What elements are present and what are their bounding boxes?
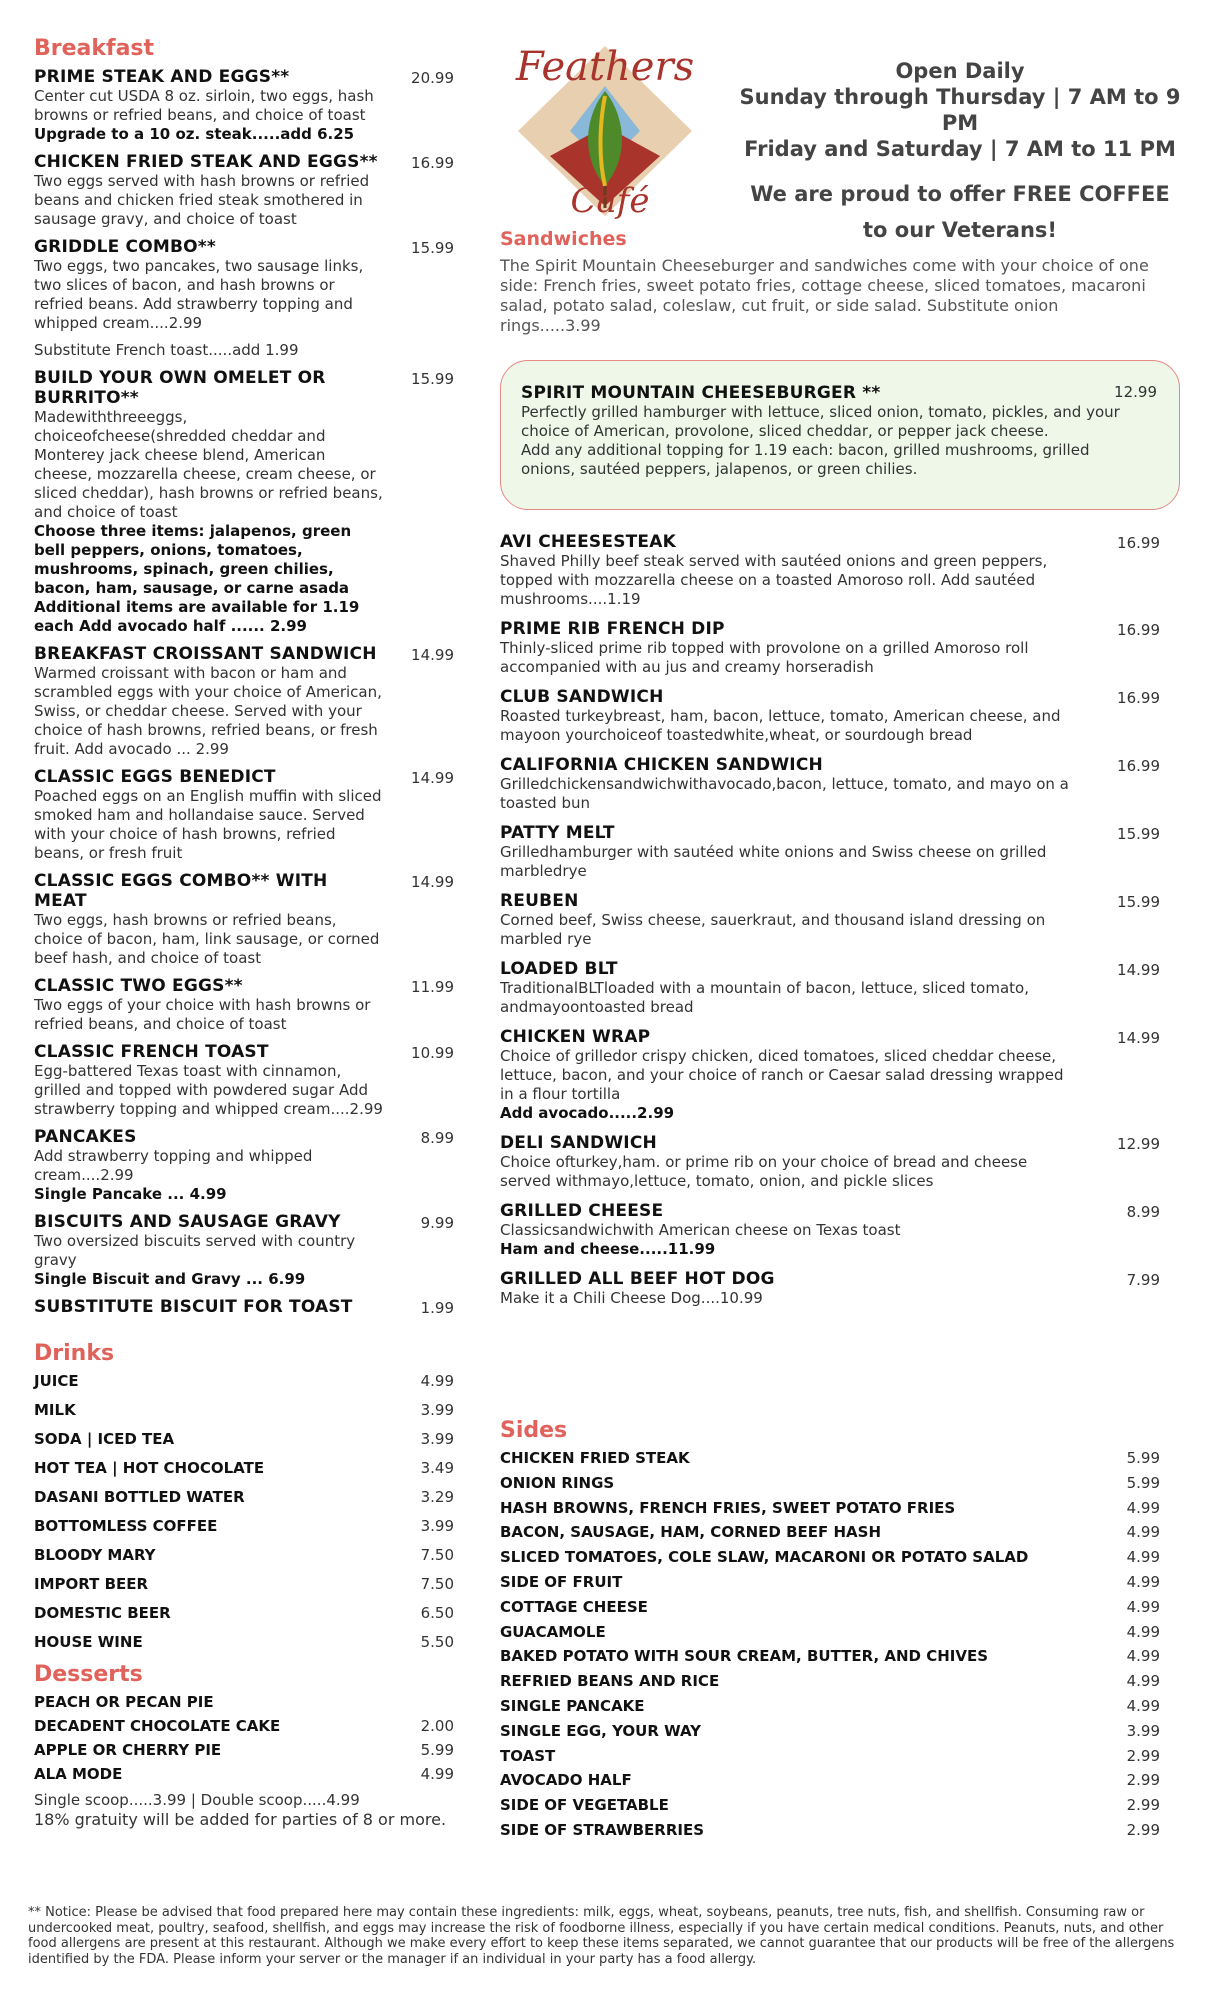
price-row-name: REFRIED BEANS AND RICE	[500, 1672, 720, 1691]
menu-item-desc: Corned beef, Swiss cheese, sauerkraut, and thousand island dressing on marbled rye	[500, 911, 1046, 948]
price-row-price: 4.99	[1126, 1696, 1160, 1715]
menu-item-name: CALIFORNIA CHICKEN SANDWICH	[500, 755, 823, 775]
menu-item-header	[500, 1133, 1160, 1191]
menu-item-price: 15.99	[1117, 825, 1160, 843]
price-row-price: 4.99	[420, 1765, 454, 1783]
sandwiches-intro-block	[500, 228, 1160, 336]
menu-item-price: 8.99	[420, 1129, 454, 1147]
menu-item-header	[500, 532, 1160, 609]
price-row	[500, 1771, 1160, 1796]
menu-item-desc: Warmed croissant with bacon or ham and scrambled eggs with your choice of American, Swiss, or cheddar cheese. Served with your choice of hash browns, refried beans, or fresh fruit. Add avocado ... 2.99	[34, 664, 382, 758]
price-row-price: 3.99	[420, 1430, 454, 1448]
feature-name: SPIRIT MOUNTAIN CHEESEBURGER **	[521, 383, 881, 403]
hours-line-sun-thu: Sunday through Thursday | 7 AM to 9 PM	[739, 85, 1181, 135]
menu-item	[34, 1212, 454, 1289]
price-row	[500, 1821, 1160, 1846]
price-row	[500, 1449, 1160, 1474]
price-row-price: 4.99	[1126, 1548, 1160, 1567]
feature-price: 12.99	[1114, 383, 1157, 401]
sides-block	[500, 1418, 1160, 1846]
menu-item-price: 16.99	[1117, 757, 1160, 775]
price-row-price: 2.00	[420, 1717, 454, 1735]
menu-item-name: LOADED BLT	[500, 959, 618, 979]
price-row-price: 5.99	[1126, 1449, 1160, 1467]
menu-item	[500, 891, 1160, 949]
price-row-name: SIDE OF STRAWBERRIES	[500, 1820, 705, 1839]
price-row-name: CHICKEN FRIED STEAK	[500, 1449, 690, 1467]
menu-item	[34, 67, 454, 144]
price-row	[34, 1372, 454, 1401]
menu-item	[500, 1027, 1160, 1123]
menu-item-desc: Choice ofturkey,ham. or prime rib on your choice of bread and cheese served withmayo,lettuce, tomato, onion, and pickle slices	[500, 1153, 1028, 1190]
price-row	[500, 1697, 1160, 1722]
menu-item-desc: Two eggs served with hash browns or refried beans and chicken fried steak smothered in sausage gravy, and choice of toast	[34, 172, 370, 228]
menu-item-name: PANCAKES	[34, 1127, 137, 1147]
allergen-notice: ** Notice: Please be advised that food prepared here may contain these ingredients: milk, eggs, wheat, soybeans, peanuts, tree nuts, fish, and shellfish. Consuming raw or undercooked meat, poultry, seafood, shellfish, and eggs may increase the risk of foodborne illness, especially if you have certain medical conditions. Peanuts, nuts, and other food allergens are present at this restaurant. Although we make every effort to keep these items separated, we cannot guarantee that our products will be free of the allergens identified by the FDA. Please inform your server or the manager if an individual in your party has a food allergy.	[28, 1905, 1175, 1967]
menu-item-header	[500, 891, 1160, 949]
menu-item-name: BISCUITS AND SAUSAGE GRAVY	[34, 1212, 341, 1232]
menu-item-price: 15.99	[411, 239, 454, 257]
menu-item-desc: Grilledhamburger with sautéed white onions and Swiss cheese on grilled marbledrye	[500, 843, 1047, 880]
menu-item-price: 7.99	[1126, 1271, 1160, 1289]
price-row-price: 5.99	[1126, 1473, 1160, 1492]
price-row	[34, 1717, 454, 1741]
menu-item-desc: Classicsandwichwith American cheese on Texas toast	[500, 1221, 901, 1239]
menu-item-name: CLASSIC FRENCH TOAST	[34, 1042, 269, 1062]
menu-item-name: CHICKEN FRIED STEAK AND EGGS**	[34, 152, 378, 172]
hours-line-fri-sat: Friday and Saturday | 7 AM to 11 PM	[744, 137, 1176, 161]
scoops-text: Single scoop.....3.99 | Double scoop.....4.99	[34, 1791, 360, 1809]
menu-item	[500, 1201, 1160, 1259]
price-row-price: 4.99	[1126, 1622, 1160, 1641]
price-row	[500, 1623, 1160, 1648]
price-row	[500, 1722, 1160, 1747]
menu-item-price: 1.99	[420, 1299, 454, 1317]
menu-item	[34, 644, 454, 759]
price-row-name: BACON, SAUSAGE, HAM, CORNED BEEF HASH	[500, 1523, 882, 1542]
menu-item-desc: Choice of grilledor crispy chicken, diced tomatoes, sliced cheddar cheese, lettuce, bacon, and your choice of ranch or Caesar salad dressing wrapped in a flour tortilla	[500, 1047, 1064, 1103]
price-row-price: 4.99	[1126, 1672, 1160, 1691]
price-row	[34, 1517, 454, 1546]
price-row	[500, 1598, 1160, 1623]
menu-item	[34, 1042, 454, 1119]
menu-item-extra: Single Biscuit and Gravy ... 6.99	[34, 1270, 306, 1288]
menu-item	[500, 1133, 1160, 1191]
menu-item-header	[500, 959, 1160, 1017]
desserts-list	[34, 1693, 454, 1789]
veterans-line-2: to our Veterans!	[862, 218, 1057, 242]
price-row-price: 3.99	[420, 1517, 454, 1535]
menu-item-name: CLUB SANDWICH	[500, 687, 664, 707]
menu-item-header	[500, 619, 1160, 677]
menu-item	[500, 823, 1160, 881]
price-row-price: 2.99	[1126, 1820, 1160, 1839]
price-row	[34, 1488, 454, 1517]
logo-word-cafe: Café	[570, 181, 650, 221]
menu-item-header	[500, 687, 1160, 745]
menu-item	[34, 368, 454, 636]
price-row-name: TOAST	[500, 1746, 556, 1765]
menu-item-price: 14.99	[411, 769, 454, 787]
menu-item-desc: Two eggs of your choice with hash browns or refried beans, and choice of toast	[34, 996, 371, 1033]
price-row-price: 3.99	[420, 1401, 454, 1419]
menu-item-desc: Center cut USDA 8 oz. sirloin, two eggs, hash browns or refried beans, and choice of toast	[34, 87, 374, 124]
sandwiches-intro: The Spirit Mountain Cheeseburger and sandwiches come with your choice of one side: French fries, sweet potato fries, cottage cheese, sliced tomatoes, macaroni salad, potato salad, coleslaw, cut fruit, or side salad. Substitute onion rings.....3.99	[500, 256, 1149, 335]
menu-item	[34, 341, 454, 360]
menu-item-price: 14.99	[1117, 1029, 1160, 1047]
price-row-price: 3.49	[420, 1459, 454, 1477]
menu-item	[34, 237, 454, 333]
sides-title: Sides	[500, 1418, 568, 1443]
price-row-price: 3.29	[420, 1488, 454, 1506]
menu-item	[34, 767, 454, 863]
menu-item-price: 14.99	[411, 873, 454, 891]
veterans-line-1: We are proud to offer FREE COFFEE	[750, 182, 1170, 206]
menu-item-desc: Poached eggs on an English muffin with sliced smoked ham and hollandaise sauce. Served with your choice of hash browns, refried beans, or fresh fruit	[34, 787, 382, 862]
price-row-price: 2.99	[1126, 1771, 1160, 1790]
menu-item-header	[34, 237, 454, 333]
menu-item-desc: Add strawberry topping and whipped cream....2.99	[34, 1147, 313, 1184]
menu-item-desc: Substitute French toast.....add 1.99	[34, 341, 299, 359]
price-row	[500, 1573, 1160, 1598]
price-row	[34, 1741, 454, 1765]
sandwiches-title: Sandwiches	[500, 228, 627, 250]
menu-item-desc: TraditionalBLTloaded with a mountain of bacon, lettuce, sliced tomato, andmayoontoasted bread	[500, 979, 1029, 1016]
feather-logo-icon	[510, 36, 700, 226]
menu-item-name: CHICKEN WRAP	[500, 1027, 651, 1047]
menu-item-name: AVI CHEESESTEAK	[500, 532, 676, 552]
menu-item-price: 10.99	[411, 1044, 454, 1062]
menu-item-name: GRILLED ALL BEEF HOT DOG	[500, 1269, 775, 1289]
menu-item-name: PRIME STEAK AND EGGS**	[34, 67, 290, 87]
menu-item-price: 9.99	[420, 1214, 454, 1232]
price-row-name: SIDE OF VEGETABLE	[500, 1796, 669, 1815]
menu-item-header	[34, 1297, 454, 1317]
menu-item-extra: Upgrade to a 10 oz. steak.....add 6.25	[34, 125, 355, 143]
drinks-title: Drinks	[34, 1341, 115, 1366]
price-row-price: 3.99	[1126, 1721, 1160, 1740]
hours-line-open: Open Daily	[895, 59, 1025, 83]
price-row-name: ALA MODE	[34, 1765, 123, 1783]
price-row-price: 2.99	[1126, 1746, 1160, 1765]
price-row-name: DASANI BOTTLED WATER	[34, 1488, 245, 1506]
menu-item-header	[34, 152, 454, 229]
menu-item-price: 11.99	[411, 978, 454, 996]
menu-item-header	[34, 1042, 454, 1119]
price-row-name: DOMESTIC BEER	[34, 1604, 171, 1622]
price-row-name: PEACH OR PECAN PIE	[34, 1693, 214, 1711]
price-row-price: 4.99	[1126, 1498, 1160, 1517]
menu-item-name: CLASSIC TWO EGGS**	[34, 976, 243, 996]
menu-item-extra: Choose three items: jalapenos, green bell peppers, onions, tomatoes, mushrooms, spinach, green chilies, bacon, ham, sausage, or carne asada Additional items are available for 1.19 each Add avocado half ...... 2.99	[34, 522, 360, 635]
menu-item-name: PATTY MELT	[500, 823, 615, 843]
hours-block	[730, 58, 1190, 248]
menu-item	[34, 152, 454, 229]
price-row-name: MILK	[34, 1401, 76, 1419]
price-row-name: IMPORT BEER	[34, 1575, 149, 1593]
price-row	[500, 1747, 1160, 1772]
menu-item-desc: Madewiththreeeggs, choiceofcheese(shredded cheddar and Monterey jack cheese blend, American cheese, mozzarella cheese, cream cheese, or sliced cheddar), hash browns or refried beans, and choice of toast	[34, 408, 383, 521]
menu-item-header	[34, 67, 454, 144]
menu-item-desc: Two oversized biscuits served with country gravy	[34, 1232, 356, 1269]
price-row-name: SIDE OF FRUIT	[500, 1572, 623, 1591]
price-row	[500, 1474, 1160, 1499]
menu-item-desc: Two eggs, hash browns or refried beans, choice of bacon, ham, link sausage, or corned beef hash, and choice of toast	[34, 911, 380, 967]
menu-item-header	[500, 755, 1160, 813]
price-row-price: 4.99	[1126, 1597, 1160, 1616]
price-row	[500, 1647, 1160, 1672]
logo-word-feathers: Feathers	[515, 44, 695, 90]
menu-item-name: BREAKFAST CROISSANT SANDWICH	[34, 644, 377, 664]
menu-item-desc: Shaved Philly beef steak served with sautéed onions and green peppers, topped with mozzarella cheese on a toasted Amoroso roll. Add sautéed mushrooms....1.19	[500, 552, 1048, 608]
price-row-name: ONION RINGS	[500, 1473, 615, 1492]
menu-item-header	[34, 1212, 454, 1289]
price-row-price: 5.99	[420, 1741, 454, 1759]
price-row-name: COTTAGE CHEESE	[500, 1597, 648, 1616]
menu-item-extra: Ham and cheese.....11.99	[500, 1240, 716, 1258]
menu-item	[500, 959, 1160, 1017]
price-row-price: 4.99	[1126, 1572, 1160, 1591]
price-row-name: HOUSE WINE	[34, 1633, 143, 1651]
price-row-name: SINGLE EGG, YOUR WAY	[500, 1721, 702, 1740]
menu-item-header	[500, 1027, 1160, 1123]
price-row-name: BAKED POTATO WITH SOUR CREAM, BUTTER, AND CHIVES	[500, 1647, 989, 1666]
menu-item-name: SUBSTITUTE BISCUIT FOR TOAST	[34, 1297, 353, 1317]
menu-item-price: 16.99	[1117, 621, 1160, 639]
price-row	[500, 1523, 1160, 1548]
menu-item-header	[34, 1127, 454, 1204]
menu-item-desc: Grilledchickensandwichwithavocado,bacon, lettuce, tomato, and mayo on a toasted bun	[500, 775, 1069, 812]
menu-item-name: BUILD YOUR OWN OMELET OR BURRITO**	[34, 368, 326, 408]
price-row-name: HASH BROWNS, FRENCH FRIES, SWEET POTATO FRIES	[500, 1498, 956, 1517]
menu-item-price: 14.99	[1117, 961, 1160, 979]
menu-item	[500, 687, 1160, 745]
sandwiches-list	[500, 532, 1160, 1318]
menu-item-header	[34, 767, 454, 863]
menu-item	[500, 755, 1160, 813]
price-row-name: GUACAMOLE	[500, 1622, 606, 1641]
menu-item-extra: Add avocado.....2.99	[500, 1104, 675, 1122]
menu-item	[34, 871, 454, 968]
menu-item-desc: Roasted turkeybreast, ham, bacon, lettuce, tomato, American cheese, and mayoon yourchoiceof toastedwhite,wheat, or sourdough bread	[500, 707, 1061, 744]
menu-item-header	[34, 368, 454, 636]
price-row-name: HOT TEA | HOT CHOCOLATE	[34, 1459, 265, 1477]
menu-item-name: GRILLED CHEESE	[500, 1201, 664, 1221]
price-row-name: AVOCADO HALF	[500, 1771, 632, 1790]
menu-item	[34, 976, 454, 1034]
price-row	[34, 1430, 454, 1459]
price-row	[500, 1499, 1160, 1524]
price-row-name: APPLE OR CHERRY PIE	[34, 1741, 222, 1759]
breakfast-list	[34, 67, 454, 1317]
desserts-title: Desserts	[34, 1662, 143, 1687]
price-row-price: 7.50	[420, 1575, 454, 1593]
menu-item-desc: Two eggs, two pancakes, two sausage links, two slices of bacon, and hash browns or refried beans. Add strawberry topping and whipped cream....2.99	[34, 257, 364, 332]
price-row-price: 5.50	[420, 1633, 454, 1651]
feature-cheeseburger-box	[500, 360, 1180, 510]
menu-item-desc: Egg-battered Texas toast with cinnamon, grilled and topped with powdered sugar Add strawberry topping and whipped cream....2.99	[34, 1062, 383, 1118]
menu-item	[34, 1297, 454, 1317]
price-row-price: 4.99	[1126, 1523, 1160, 1542]
menu-item-price: 8.99	[1126, 1203, 1160, 1221]
menu-item-name: PRIME RIB FRENCH DIP	[500, 619, 725, 639]
menu-item	[500, 619, 1160, 677]
price-row	[500, 1796, 1160, 1821]
menu-item	[34, 1127, 454, 1204]
price-row-price: 6.50	[420, 1604, 454, 1622]
price-row	[34, 1575, 454, 1604]
menu-item-price: 14.99	[411, 646, 454, 664]
left-column	[34, 36, 454, 1829]
gratuity-text: 18% gratuity will be added for parties of 8 or more.	[34, 1810, 447, 1829]
price-row	[34, 1459, 454, 1488]
menu-item-extra: Single Pancake ... 4.99	[34, 1185, 227, 1203]
menu-item-header	[34, 976, 454, 1034]
price-row	[34, 1693, 454, 1717]
price-row-name: BOTTOMLESS COFFEE	[34, 1517, 218, 1535]
menu-item-price: 15.99	[411, 370, 454, 388]
price-row	[500, 1548, 1160, 1573]
menu-item-price: 12.99	[1117, 1135, 1160, 1153]
menu-item	[500, 532, 1160, 609]
menu-item-price: 16.99	[1117, 689, 1160, 707]
menu-item-header	[500, 1269, 1160, 1308]
drinks-list	[34, 1372, 454, 1662]
price-row	[34, 1401, 454, 1430]
price-row-name: DECADENT CHOCOLATE CAKE	[34, 1717, 281, 1735]
menu-item-header	[500, 823, 1160, 881]
menu-item-name: CLASSIC EGGS COMBO** WITH MEAT	[34, 871, 328, 911]
menu-item	[500, 1269, 1160, 1308]
menu-item-price: 16.99	[411, 154, 454, 172]
price-row-price: 7.50	[420, 1546, 454, 1564]
menu-item-header	[34, 644, 454, 759]
menu-item-price: 15.99	[1117, 893, 1160, 911]
menu-item-desc: Thinly-sliced prime rib topped with provolone on a grilled Amoroso roll accompanied with au jus and creamy horseradish	[500, 639, 1029, 676]
price-row-name: BLOODY MARY	[34, 1546, 156, 1564]
price-row-price: 4.99	[420, 1372, 454, 1390]
menu-item-desc: Make it a Chili Cheese Dog....10.99	[500, 1289, 763, 1307]
price-row	[34, 1604, 454, 1633]
price-row-name: SODA | ICED TEA	[34, 1430, 175, 1448]
price-row-name: SINGLE PANCAKE	[500, 1696, 645, 1715]
sides-list	[500, 1449, 1160, 1846]
price-row-name: JUICE	[34, 1372, 79, 1390]
breakfast-title: Breakfast	[34, 36, 155, 61]
menu-item-name: GRIDDLE COMBO**	[34, 237, 216, 257]
menu-item-header	[34, 871, 454, 968]
price-row	[34, 1546, 454, 1575]
menu-item-name: DELI SANDWICH	[500, 1133, 657, 1153]
menu-item-price: 16.99	[1117, 534, 1160, 552]
menu-item-header	[500, 1201, 1160, 1259]
price-row	[34, 1765, 454, 1789]
menu-item-header	[34, 341, 454, 360]
price-row-name: SLICED TOMATOES, COLE SLAW, MACARONI OR POTATO SALAD	[500, 1548, 1029, 1567]
price-row	[34, 1633, 454, 1662]
price-row-price: 4.99	[1126, 1647, 1160, 1666]
menu-item-name: CLASSIC EGGS BENEDICT	[34, 767, 276, 787]
menu-item-price: 20.99	[411, 69, 454, 87]
menu-item-name: REUBEN	[500, 891, 579, 911]
price-row	[500, 1672, 1160, 1697]
feature-extra: Add any additional topping for 1.19 each: bacon, grilled mushrooms, grilled onions, sautéed peppers, jalapenos, or green chilies.	[521, 441, 1090, 478]
feature-desc: Perfectly grilled hamburger with lettuce, sliced onion, tomato, pickles, and your choice of American, provolone, sliced cheddar, or pepper jack cheese.	[521, 403, 1120, 440]
price-row-price: 2.99	[1126, 1796, 1160, 1815]
